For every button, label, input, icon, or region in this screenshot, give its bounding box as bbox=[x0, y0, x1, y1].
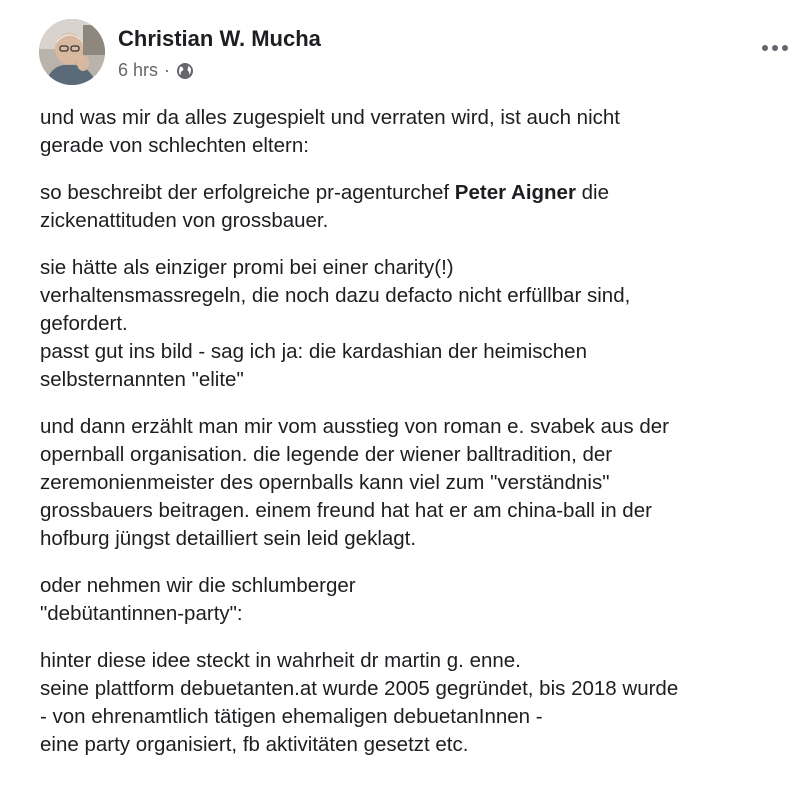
text-line: zeremonienmeister des opernballs kann viel zum "verständnis" bbox=[40, 471, 610, 494]
text-line: eine party organisiert, fb aktivitäten gesetzt etc. bbox=[40, 733, 469, 756]
post-paragraph bbox=[40, 413, 800, 553]
text-line: oder nehmen wir die schlumberger bbox=[40, 574, 356, 597]
text-line: verhaltensmassregeln, die noch dazu defacto nicht erfüllbar sind, bbox=[40, 284, 631, 307]
text-line: passt gut ins bild - sag ich ja: die kardashian der heimischen bbox=[40, 340, 587, 363]
text-line: selbsternannten "elite" bbox=[40, 368, 244, 391]
text-line: zickenattituden von grossbauer. bbox=[40, 209, 329, 232]
post-paragraph bbox=[40, 647, 800, 759]
post-paragraph bbox=[40, 179, 800, 235]
post-paragraph bbox=[40, 104, 800, 160]
text-line: - von ehrenamtlich tätigen ehemaligen debuetanInnen - bbox=[40, 705, 543, 728]
post-header bbox=[0, 0, 800, 100]
text-line: so beschreibt der erfolgreiche pr-agenturchef bbox=[40, 181, 455, 204]
text-line: gefordert. bbox=[40, 312, 128, 335]
globe-icon[interactable] bbox=[176, 62, 194, 80]
text-line: grossbauers beitragen. einem freund hat hat er am china-ball in der bbox=[40, 499, 652, 522]
more-horizontal-icon bbox=[762, 45, 768, 51]
post-meta bbox=[118, 60, 194, 81]
text-line: gerade von schlechten eltern: bbox=[40, 134, 309, 157]
text-line: und dann erzählt man mir vom ausstieg von roman e. svabek aus der bbox=[40, 415, 669, 438]
text-line: opernball organisation. die legende der wiener balltradition, der bbox=[40, 443, 613, 466]
meta-separator: · bbox=[164, 60, 171, 80]
post-paragraph bbox=[40, 254, 800, 394]
text-line: die bbox=[575, 181, 609, 204]
more-options-button[interactable] bbox=[762, 38, 800, 58]
text-line: "debütantinnen-party": bbox=[40, 602, 243, 625]
post-paragraph bbox=[40, 572, 800, 628]
post-body bbox=[40, 104, 800, 778]
text-line: hofburg jüngst detailliert sein leid geklagt. bbox=[40, 527, 417, 550]
author-name[interactable]: Christian W. Mucha bbox=[118, 26, 321, 51]
avatar-photo bbox=[39, 19, 105, 85]
text-line: und was mir da alles zugespielt und verraten wird, ist auch nicht bbox=[40, 106, 620, 129]
text-line: hinter diese idee steckt in wahrheit dr martin g. enne. bbox=[40, 649, 521, 672]
text-line: seine plattform debuetanten.at wurde 2005 gegründet, bis 2018 wurde bbox=[40, 677, 679, 700]
mentioned-name: Peter Aigner bbox=[454, 181, 576, 204]
post-timestamp[interactable]: 6 hrs bbox=[118, 60, 159, 80]
text-line: sie hätte als einziger promi bei einer charity(!) bbox=[40, 256, 454, 279]
author-avatar[interactable] bbox=[39, 19, 105, 85]
